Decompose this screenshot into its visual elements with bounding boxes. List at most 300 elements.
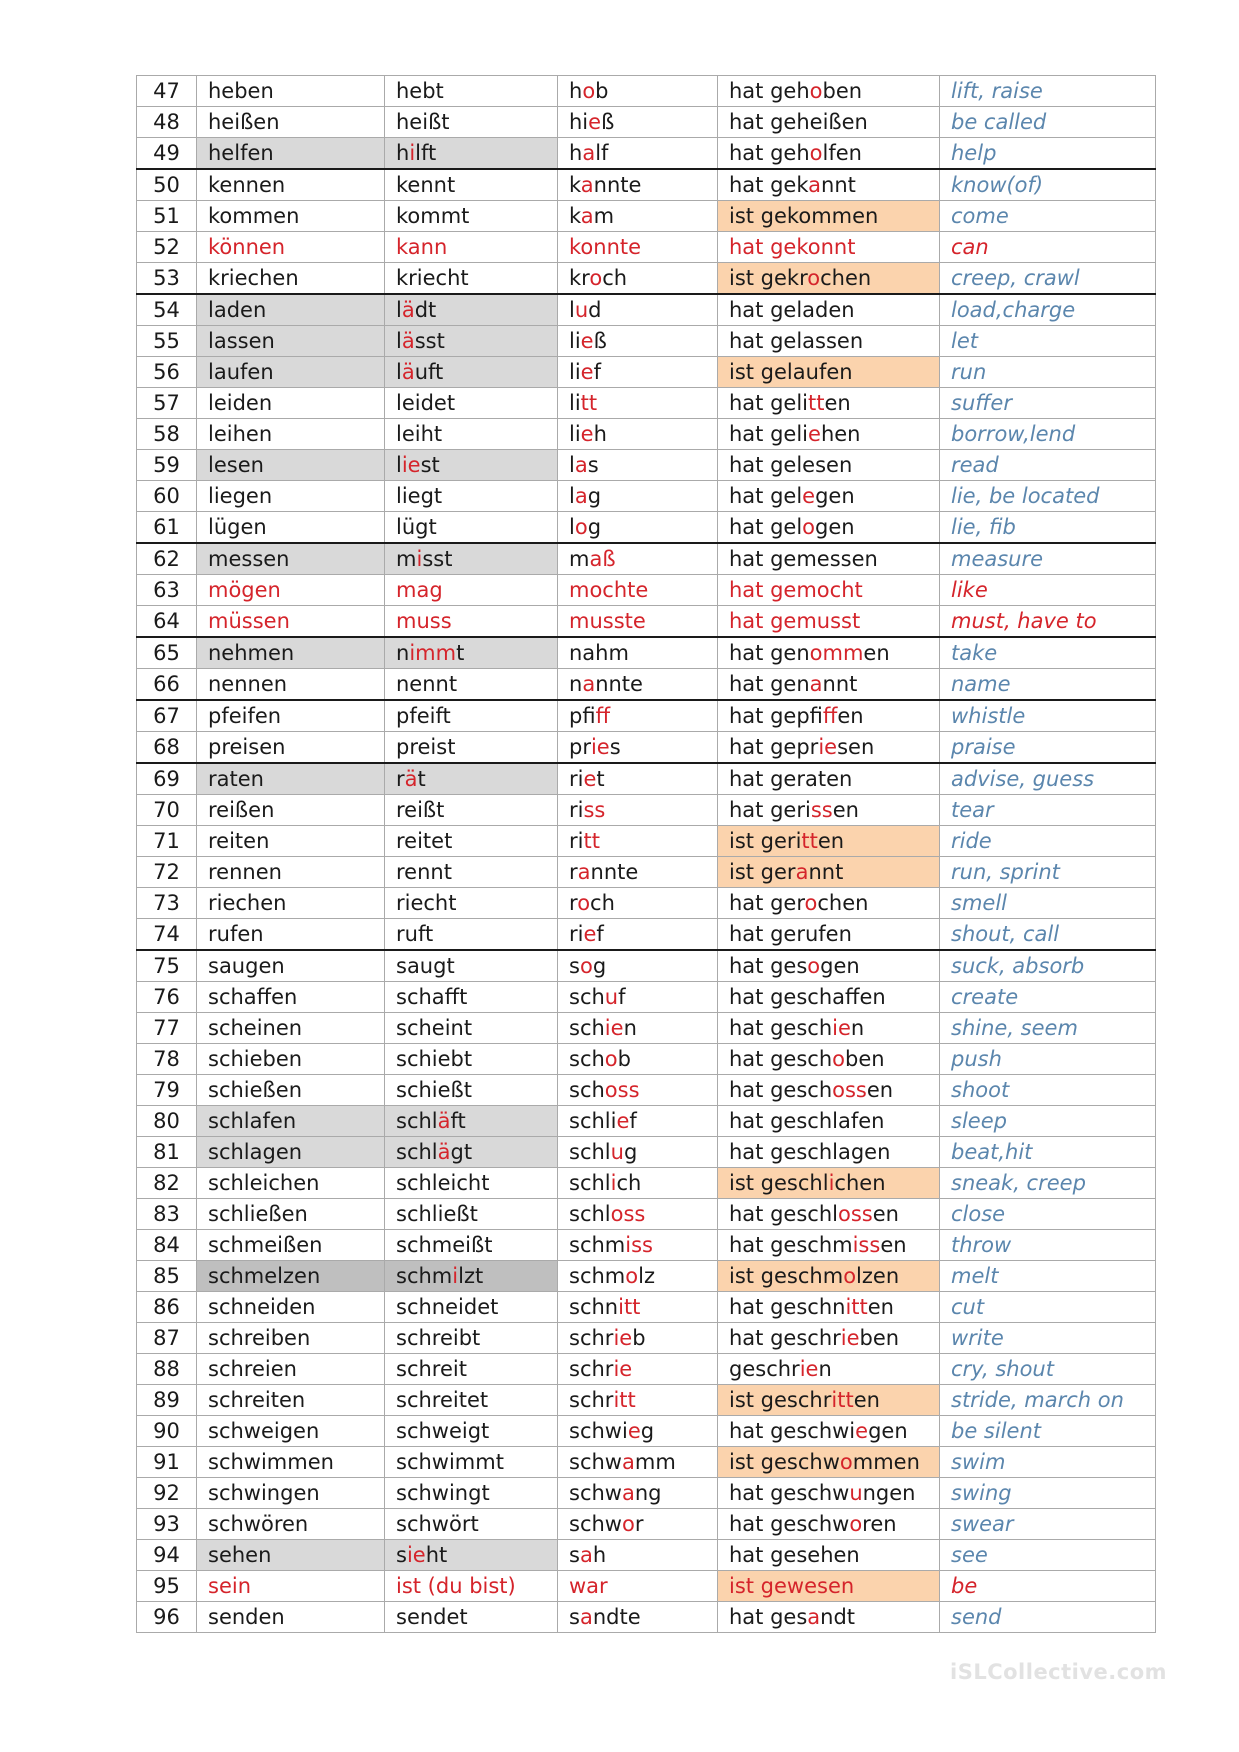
text-segment: ndte: [592, 1605, 641, 1629]
row-number: 66: [137, 669, 197, 701]
text-segment: hat geschaffen: [729, 985, 886, 1009]
infinitive-cell: schwimmen: [197, 1447, 385, 1478]
text-segment: ist (du bist): [396, 1574, 516, 1598]
infinitive-cell: raten: [197, 763, 385, 795]
present-cell: [385, 201, 558, 232]
perfect-cell: [718, 1230, 940, 1261]
table-row: [137, 1261, 1156, 1292]
translation-cell: push: [940, 1044, 1156, 1075]
text-segment: m: [593, 204, 615, 228]
table-row: [137, 76, 1156, 107]
changed-vowel: o: [804, 891, 818, 915]
text-segment: gt: [450, 1140, 473, 1164]
text-segment: n: [396, 641, 410, 665]
table-row: [137, 982, 1156, 1013]
table-row: [137, 763, 1156, 795]
translation-cell: write: [940, 1323, 1156, 1354]
infinitive-cell: leiden: [197, 388, 385, 419]
infinitive-cell: schwingen: [197, 1478, 385, 1509]
preterite-cell: [558, 326, 718, 357]
perfect-cell: [718, 1292, 940, 1323]
table-row: [137, 263, 1156, 295]
row-number: 60: [137, 481, 197, 512]
row-number: 62: [137, 543, 197, 575]
text-segment: lzen: [856, 1264, 900, 1288]
translation-cell: shine, seem: [940, 1013, 1156, 1044]
translation-cell: lie, fib: [940, 512, 1156, 544]
table-row: [137, 1013, 1156, 1044]
preterite-cell: [558, 1416, 718, 1447]
row-number: 49: [137, 138, 197, 170]
table-row: [137, 606, 1156, 638]
infinitive-cell: saugen: [197, 950, 385, 982]
present-cell: [385, 1602, 558, 1633]
preterite-cell: [558, 169, 718, 201]
text-segment: li: [569, 422, 581, 446]
text-segment: lf: [595, 141, 609, 165]
preterite-cell: [558, 857, 718, 888]
table-row: [137, 950, 1156, 982]
row-number: 95: [137, 1571, 197, 1602]
preterite-cell: [558, 1044, 718, 1075]
text-segment: schw: [569, 1450, 622, 1474]
text-segment: g: [640, 1419, 655, 1443]
text-segment: l: [569, 484, 575, 508]
text-segment: preist: [396, 735, 456, 759]
changed-vowel: ie: [799, 1357, 819, 1381]
present-cell: [385, 763, 558, 795]
perfect-cell: [718, 1199, 940, 1230]
row-number: 57: [137, 388, 197, 419]
perfect-cell: [718, 1168, 940, 1199]
infinitive-cell: können: [197, 232, 385, 263]
perfect-cell: [718, 76, 940, 107]
text-segment: kommt: [396, 204, 470, 228]
changed-vowel: i: [828, 1171, 835, 1195]
preterite-cell: [558, 107, 718, 138]
text-segment: liegt: [396, 484, 443, 508]
text-segment: en: [817, 829, 845, 853]
present-cell: [385, 575, 558, 606]
text-segment: war: [569, 1574, 608, 1598]
changed-vowel: o: [843, 1264, 857, 1288]
changed-vowel: o: [809, 79, 823, 103]
text-segment: ist geri: [729, 829, 802, 853]
text-segment: muss: [396, 609, 452, 633]
changed-vowel: o: [579, 954, 593, 978]
changed-vowel: a: [808, 173, 822, 197]
text-segment: saugt: [396, 954, 455, 978]
text-segment: l: [396, 453, 402, 477]
perfect-cell: [718, 450, 940, 481]
text-segment: hi: [569, 110, 589, 134]
changed-vowel: a: [621, 1450, 635, 1474]
translation-cell: tear: [940, 795, 1156, 826]
text-segment: schmeißt: [396, 1233, 493, 1257]
row-number: 65: [137, 637, 197, 669]
present-cell: [385, 637, 558, 669]
text-segment: schr: [569, 1388, 614, 1412]
text-segment: lft: [415, 141, 437, 165]
text-segment: t: [596, 767, 605, 791]
perfect-cell: [718, 138, 940, 170]
perfect-cell: [718, 919, 940, 951]
text-segment: ri: [569, 767, 584, 791]
present-cell: [385, 1416, 558, 1447]
row-number: 68: [137, 732, 197, 764]
table-row: [137, 450, 1156, 481]
row-number: 94: [137, 1540, 197, 1571]
text-segment: hat gesch: [729, 1016, 833, 1040]
text-segment: f: [596, 922, 604, 946]
table-row: [137, 1106, 1156, 1137]
row-number: 47: [137, 76, 197, 107]
preterite-cell: [558, 669, 718, 701]
text-segment: l: [569, 515, 575, 539]
translation-cell: beat,hit: [940, 1137, 1156, 1168]
preterite-cell: [558, 1323, 718, 1354]
preterite-cell: [558, 1354, 718, 1385]
text-segment: schr: [569, 1326, 614, 1350]
text-segment: hat geheißen: [729, 110, 868, 134]
perfect-cell: [718, 1509, 940, 1540]
infinitive-cell: lassen: [197, 326, 385, 357]
preterite-cell: [558, 294, 718, 326]
infinitive-cell: mögen: [197, 575, 385, 606]
table-row: [137, 1199, 1156, 1230]
text-segment: schleicht: [396, 1171, 490, 1195]
row-number: 67: [137, 700, 197, 732]
infinitive-cell: schreiben: [197, 1323, 385, 1354]
translation-cell: swing: [940, 1478, 1156, 1509]
changed-vowel: e: [583, 767, 597, 791]
changed-vowel: aß: [589, 547, 616, 571]
text-segment: s: [569, 1543, 580, 1567]
preterite-cell: [558, 732, 718, 764]
translation-cell: creep, crawl: [940, 263, 1156, 295]
present-cell: [385, 1540, 558, 1571]
changed-vowel: o: [807, 266, 821, 290]
row-number: 81: [137, 1137, 197, 1168]
text-segment: nahm: [569, 641, 629, 665]
text-segment: ht: [425, 1543, 448, 1567]
text-segment: nnt: [821, 173, 856, 197]
table-row: [137, 1571, 1156, 1602]
table-row: [137, 326, 1156, 357]
table-row: [137, 388, 1156, 419]
table-row: [137, 637, 1156, 669]
infinitive-cell: laden: [197, 294, 385, 326]
changed-vowel: a: [580, 173, 594, 197]
row-number: 78: [137, 1044, 197, 1075]
text-segment: schiebt: [396, 1047, 473, 1071]
perfect-cell: [718, 1044, 940, 1075]
row-number: 87: [137, 1323, 197, 1354]
perfect-cell: [718, 232, 940, 263]
perfect-cell: [718, 1447, 940, 1478]
text-segment: ß: [593, 329, 607, 353]
translation-cell: must, have to: [940, 606, 1156, 638]
changed-vowel: a: [574, 453, 588, 477]
changed-vowel: e: [588, 110, 602, 134]
table-row: [137, 1416, 1156, 1447]
translation-cell: help: [940, 138, 1156, 170]
changed-vowel: e: [580, 422, 594, 446]
translation-cell: suck, absorb: [940, 950, 1156, 982]
present-cell: [385, 1292, 558, 1323]
text-segment: kr: [569, 266, 590, 290]
text-segment: musste: [569, 609, 646, 633]
text-segment: l: [569, 298, 575, 322]
perfect-cell: [718, 669, 940, 701]
text-segment: schießt: [396, 1078, 473, 1102]
table-row: [137, 857, 1156, 888]
text-segment: nnt: [822, 672, 858, 696]
text-segment: geschr: [729, 1357, 800, 1381]
translation-cell: be called: [940, 107, 1156, 138]
present-cell: [385, 388, 558, 419]
changed-vowel: o: [809, 141, 823, 165]
text-segment: hat geh: [729, 141, 810, 165]
changed-vowel: oss: [610, 1202, 646, 1226]
table-row: [137, 1292, 1156, 1323]
infinitive-cell: schneiden: [197, 1292, 385, 1323]
text-segment: hat gerufen: [729, 922, 852, 946]
text-segment: schwimmt: [396, 1450, 504, 1474]
present-cell: [385, 919, 558, 951]
infinitive-cell: schmeißen: [197, 1230, 385, 1261]
text-segment: reißt: [396, 798, 445, 822]
table-row: [137, 1509, 1156, 1540]
translation-cell: create: [940, 982, 1156, 1013]
text-segment: n: [818, 1357, 832, 1381]
changed-vowel: ie: [613, 1326, 633, 1350]
infinitive-cell: schweigen: [197, 1416, 385, 1447]
preterite-cell: [558, 1540, 718, 1571]
preterite-cell: [558, 263, 718, 295]
row-number: 63: [137, 575, 197, 606]
text-segment: g: [587, 484, 602, 508]
present-cell: [385, 700, 558, 732]
text-segment: schl: [396, 1109, 438, 1133]
text-segment: schm: [569, 1233, 626, 1257]
text-segment: f: [629, 1109, 637, 1133]
text-segment: pfeift: [396, 704, 451, 728]
text-segment: dt: [414, 298, 437, 322]
text-segment: hat geschm: [729, 1233, 853, 1257]
text-segment: hat gemessen: [729, 547, 878, 571]
perfect-cell: [718, 1416, 940, 1447]
text-segment: schreitet: [396, 1388, 489, 1412]
text-segment: n: [569, 672, 583, 696]
row-number: 48: [137, 107, 197, 138]
text-segment: schl: [569, 1202, 611, 1226]
present-cell: [385, 1323, 558, 1354]
text-segment: leiht: [396, 422, 443, 446]
text-segment: mmen: [852, 1450, 920, 1474]
table-row: [137, 1478, 1156, 1509]
text-segment: lz: [638, 1264, 655, 1288]
translation-cell: whistle: [940, 700, 1156, 732]
preterite-cell: [558, 575, 718, 606]
changed-vowel: i: [452, 1264, 459, 1288]
preterite-cell: [558, 1137, 718, 1168]
changed-vowel: itt: [845, 1295, 868, 1319]
text-segment: leidet: [396, 391, 456, 415]
text-segment: gen: [815, 484, 855, 508]
text-segment: hat geschr: [729, 1326, 841, 1350]
perfect-cell: [718, 763, 940, 795]
changed-vowel: oss: [832, 1078, 867, 1102]
text-segment: ft: [450, 1109, 466, 1133]
text-segment: schreibt: [396, 1326, 481, 1350]
text-segment: schw: [569, 1512, 622, 1536]
translation-cell: swear: [940, 1509, 1156, 1540]
translation-cell: come: [940, 201, 1156, 232]
text-segment: r: [634, 1512, 644, 1536]
table-row: [137, 543, 1156, 575]
perfect-cell: [718, 201, 940, 232]
text-segment: hebt: [396, 79, 444, 103]
translation-cell: can: [940, 232, 1156, 263]
text-segment: uft: [414, 360, 444, 384]
preterite-cell: [558, 450, 718, 481]
infinitive-cell: schreien: [197, 1354, 385, 1385]
text-segment: schl: [396, 1140, 438, 1164]
text-segment: hat geli: [729, 391, 809, 415]
text-segment: k: [569, 173, 581, 197]
translation-cell: sneak, creep: [940, 1168, 1156, 1199]
translation-cell: cry, shout: [940, 1354, 1156, 1385]
present-cell: [385, 982, 558, 1013]
row-number: 77: [137, 1013, 197, 1044]
changed-vowel: o: [807, 954, 821, 978]
perfect-cell: [718, 857, 940, 888]
text-segment: lzt: [458, 1264, 484, 1288]
text-segment: sen: [837, 735, 875, 759]
present-cell: [385, 76, 558, 107]
text-segment: schweigt: [396, 1419, 490, 1443]
preterite-cell: [558, 1106, 718, 1137]
infinitive-cell: sein: [197, 1571, 385, 1602]
perfect-cell: [718, 982, 940, 1013]
text-segment: nennt: [396, 672, 458, 696]
text-segment: sch: [569, 985, 605, 1009]
text-segment: mm: [634, 1450, 676, 1474]
infinitive-cell: schwören: [197, 1509, 385, 1540]
text-segment: hen: [820, 422, 861, 446]
text-segment: ist gelaufen: [729, 360, 853, 384]
infinitive-cell: schmelzen: [197, 1261, 385, 1292]
text-segment: h: [396, 141, 410, 165]
text-segment: chen: [834, 1171, 886, 1195]
watermark: iSLCollective.com: [950, 1660, 1168, 1684]
text-segment: ch: [590, 891, 615, 915]
perfect-cell: [718, 637, 940, 669]
row-number: 56: [137, 357, 197, 388]
row-number: 75: [137, 950, 197, 982]
changed-vowel: u: [849, 1481, 863, 1505]
perfect-cell: [718, 1385, 940, 1416]
row-number: 54: [137, 294, 197, 326]
infinitive-cell: kennen: [197, 169, 385, 201]
text-segment: hat geschlafen: [729, 1109, 885, 1133]
changed-vowel: o: [621, 1512, 635, 1536]
preterite-cell: [558, 1602, 718, 1633]
infinitive-cell: kommen: [197, 201, 385, 232]
text-segment: chen: [820, 266, 872, 290]
text-segment: en: [866, 1078, 894, 1102]
changed-vowel: itt: [613, 1388, 636, 1412]
text-segment: schwi: [569, 1419, 628, 1443]
perfect-cell: [718, 1571, 940, 1602]
text-segment: gen: [868, 1419, 908, 1443]
text-segment: kennt: [396, 173, 456, 197]
changed-vowel: omm: [809, 641, 864, 665]
changed-vowel: u: [604, 985, 619, 1009]
present-cell: [385, 1013, 558, 1044]
changed-vowel: e: [802, 484, 816, 508]
text-segment: schließt: [396, 1202, 478, 1226]
text-segment: hat gemusst: [729, 609, 861, 633]
text-segment: hat gekonnt: [729, 235, 856, 259]
text-segment: heißt: [396, 110, 450, 134]
present-cell: [385, 1261, 558, 1292]
text-segment: ren: [862, 1512, 897, 1536]
changed-vowel: ä: [401, 360, 415, 384]
text-segment: s: [396, 1543, 407, 1567]
preterite-cell: [558, 512, 718, 544]
text-segment: t: [456, 641, 465, 665]
changed-vowel: o: [582, 79, 596, 103]
preterite-cell: [558, 1571, 718, 1602]
infinitive-cell: messen: [197, 543, 385, 575]
translation-cell: advise, guess: [940, 763, 1156, 795]
preterite-cell: [558, 1199, 718, 1230]
changed-vowel: a: [809, 672, 823, 696]
text-segment: schw: [569, 1481, 622, 1505]
text-segment: ri: [569, 829, 584, 853]
text-segment: s: [609, 735, 621, 759]
text-segment: hat gel: [729, 515, 803, 539]
text-segment: m: [396, 547, 417, 571]
translation-cell: take: [940, 637, 1156, 669]
changed-vowel: a: [574, 484, 588, 508]
translation-cell: praise: [940, 732, 1156, 764]
row-number: 58: [137, 419, 197, 450]
text-segment: en: [880, 1233, 907, 1257]
present-cell: [385, 1354, 558, 1385]
row-number: 69: [137, 763, 197, 795]
text-segment: hat gepf: [729, 704, 823, 728]
changed-vowel: a: [580, 204, 594, 228]
row-number: 93: [137, 1509, 197, 1540]
perfect-cell: [718, 1075, 940, 1106]
row-number: 55: [137, 326, 197, 357]
text-segment: nnt: [808, 860, 844, 884]
translation-cell: name: [940, 669, 1156, 701]
changed-vowel: a: [579, 1605, 593, 1629]
text-segment: ndt: [820, 1605, 856, 1629]
present-cell: [385, 512, 558, 544]
text-segment: gen: [815, 515, 855, 539]
infinitive-cell: lesen: [197, 450, 385, 481]
translation-cell: lie, be located: [940, 481, 1156, 512]
infinitive-cell: senden: [197, 1602, 385, 1633]
text-segment: hat ges: [729, 1605, 808, 1629]
translation-cell: let: [940, 326, 1156, 357]
text-segment: reitet: [396, 829, 453, 853]
